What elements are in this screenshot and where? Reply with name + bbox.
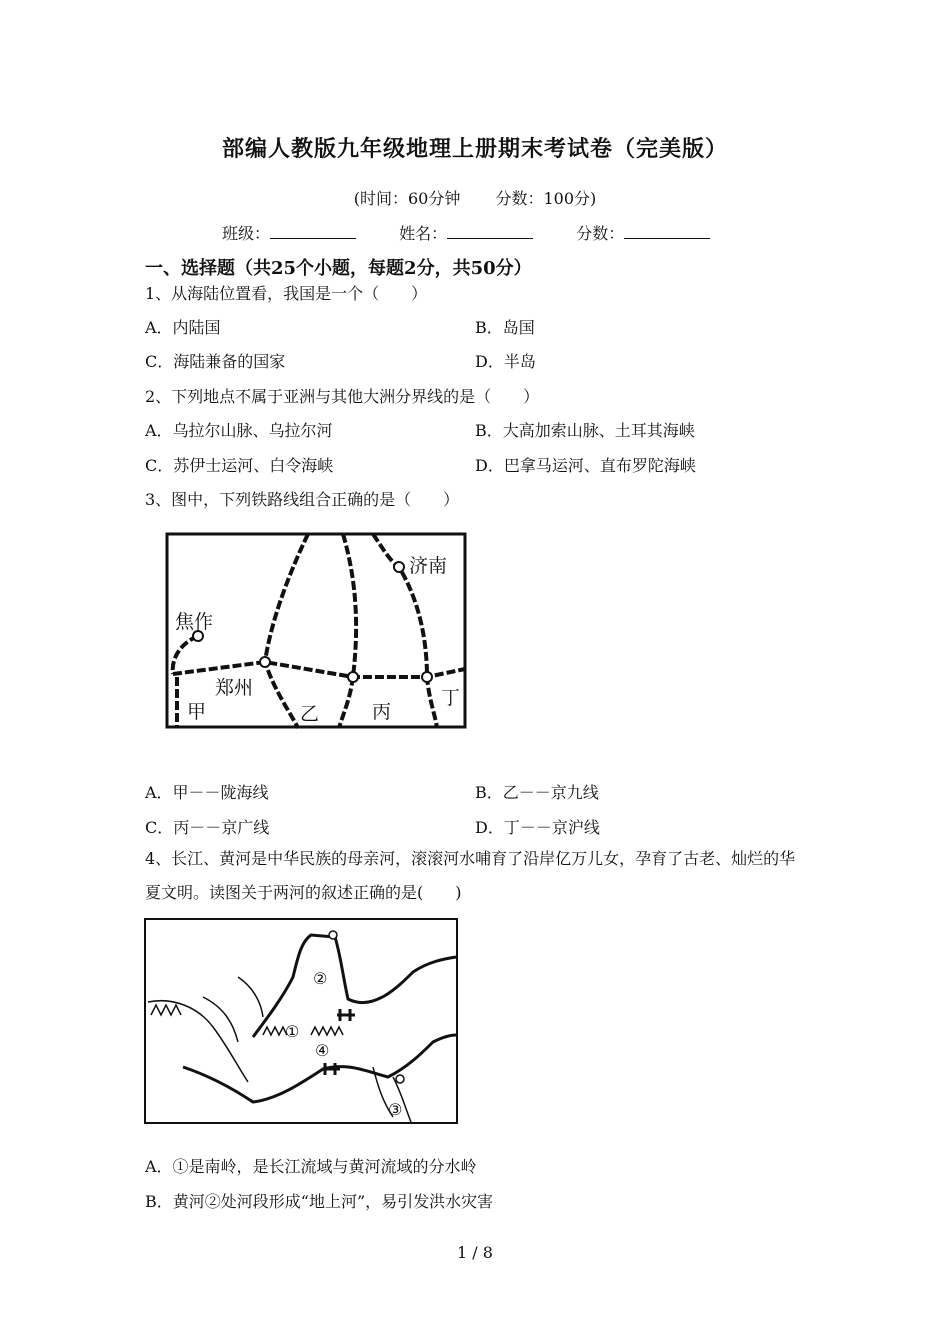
map-label-jia: 甲 <box>187 701 207 723</box>
class-blank <box>270 224 356 239</box>
station-junction-bing <box>348 672 358 682</box>
name-field <box>399 221 533 244</box>
question-3-option-b: B．乙－－京九线 <box>475 783 599 802</box>
student-info-fields <box>222 221 748 244</box>
question-3-stem: 3、图中，下列铁路线组合正确的是（ ） <box>145 490 460 509</box>
railway-map <box>165 532 468 730</box>
station-jinan <box>394 562 404 572</box>
map-label-zhengzhou: 郑州 <box>215 677 254 699</box>
map-label-2: ② <box>313 969 328 988</box>
river-mouth-marker <box>396 1075 404 1083</box>
question-2-option-c: C．苏伊士运河、白令海峡 <box>145 456 334 475</box>
map-label-ding: 丁 <box>441 687 461 709</box>
score-field <box>576 221 710 244</box>
question-3-option-a: A．甲－－陇海线 <box>145 783 269 802</box>
question-3-option-d: D．丁－－京沪线 <box>475 818 600 837</box>
page-number: 1 / 8 <box>457 1243 493 1262</box>
question-2-stem: 2、下列地点不属于亚洲与其他大洲分界线的是（ ） <box>145 387 540 406</box>
exam-total-score: 分数：100分) <box>495 189 597 208</box>
question-1-stem: 1、从海陆位置看，我国是一个（ ） <box>145 284 428 303</box>
exam-time: (时间：60分钟 <box>353 189 461 208</box>
class-label: 班级： <box>222 224 271 243</box>
question-1-option-d: D．半岛 <box>475 352 536 371</box>
question-1-option-b: B．岛国 <box>475 318 535 337</box>
class-field <box>222 221 356 244</box>
section-heading: 一、选择题（共25个小题，每题2分，共50分） <box>145 258 532 279</box>
map-label-3: ③ <box>388 1100 403 1119</box>
question-4-option-b: B．黄河②处河段形成“地上河”，易引发洪水灾害 <box>145 1192 494 1211</box>
map-label-bing: 丙 <box>372 701 392 723</box>
question-1-option-a: A．内陆国 <box>145 318 221 337</box>
station-zhengzhou <box>260 657 270 667</box>
question-4-option-a: A．①是南岭，是长江流域与黄河流域的分水岭 <box>145 1157 477 1176</box>
question-4-stem: 4、长江、黄河是中华民族的母亲河，滚滚河水哺育了沿岸亿万儿女，孕育了古老、灿烂的华夏文明。读图关于两河的叙述正确的是( ) <box>145 849 796 902</box>
rivers-map <box>143 917 459 1125</box>
map-label-1: ① <box>285 1022 300 1041</box>
map-label-jinan: 济南 <box>409 555 448 577</box>
river-source-marker <box>329 931 337 939</box>
name-blank <box>447 224 533 239</box>
map-label-jiaozuo: 焦作 <box>175 611 214 633</box>
score-label: 分数： <box>576 224 625 243</box>
question-2-option-b: B．大高加索山脉、土耳其海峡 <box>475 421 695 440</box>
station-junction-ding <box>422 672 432 682</box>
exam-meta <box>0 186 950 209</box>
score-blank <box>624 224 710 239</box>
question-3-option-c: C．丙－－京广线 <box>145 818 270 837</box>
map-label-yi: 乙 <box>300 703 320 725</box>
question-1-option-c: C．海陆兼备的国家 <box>145 352 286 371</box>
page-title: 部编人教版九年级地理上册期末考试卷（完美版） <box>221 136 728 162</box>
name-label: 姓名： <box>399 224 448 243</box>
question-2-option-d: D．巴拿马运河、直布罗陀海峡 <box>475 456 696 475</box>
question-2-option-a: A．乌拉尔山脉、乌拉尔河 <box>145 421 333 440</box>
map-label-4: ④ <box>315 1041 330 1060</box>
